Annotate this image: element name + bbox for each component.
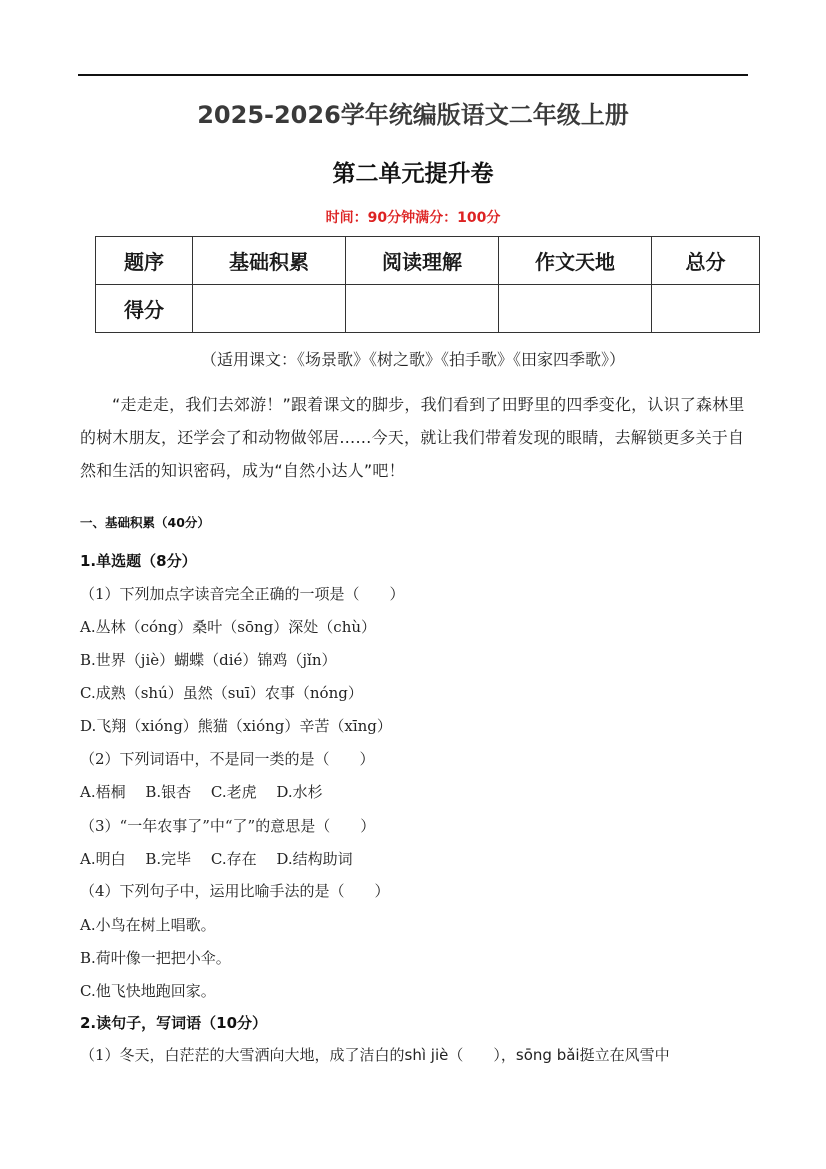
option-line: A.明白 B.完毕 C.存在 D.结构助词 <box>80 850 353 868</box>
score-cell[interactable] <box>652 285 760 333</box>
score-header-cell: 阅读理解 <box>346 237 499 285</box>
section-heading: 一、基础积累（40分） <box>80 515 210 530</box>
pinyin-text: shì jiè <box>404 1046 449 1064</box>
option-line: C.他飞快地跑回家。 <box>80 982 216 1000</box>
score-row-label: 得分 <box>96 285 193 333</box>
question-title: 1.单选题（8分） <box>80 552 197 570</box>
line-text: （1）冬天，白茫茫的大雪洒向大地，成了洁白的 <box>80 1046 405 1064</box>
line-text: 挺立在风雪中 <box>579 1046 670 1064</box>
option-line: D.飞翔（xióng）熊猫（xióng）辛苦（xīng） <box>80 717 392 735</box>
pinyin-text: sōng bǎi <box>515 1046 580 1064</box>
score-cell[interactable] <box>346 285 499 333</box>
time-info: 时间：90分钟满分：100分 <box>325 210 501 226</box>
line-text: ， <box>500 1046 516 1064</box>
question-line: （3）“一年农事了”中“了”的意思是（ ） <box>80 817 376 835</box>
answer-blank[interactable]: （ ） <box>448 1046 501 1064</box>
score-header-cell: 题序 <box>96 237 193 285</box>
page-subtitle: 第二单元提升卷 <box>332 161 494 187</box>
score-header-cell: 作文天地 <box>499 237 652 285</box>
option-line: A.梧桐 B.银杏 C.老虎 D.水杉 <box>80 783 323 801</box>
score-table-header-row <box>96 237 760 285</box>
question-line: （4）下列句子中，运用比喻手法的是（ ） <box>80 882 390 900</box>
applicable-lessons: （适用课文：《场景歌》《树之歌》《拍手歌》《田家四季歌》） <box>200 350 625 369</box>
option-line: A.小鸟在树上唱歌。 <box>80 916 216 934</box>
top-rule <box>78 74 748 76</box>
score-cell[interactable] <box>193 285 346 333</box>
score-table <box>95 236 760 333</box>
score-table-score-row <box>96 285 760 333</box>
question-title: 2.读句子，写词语（10分） <box>80 1014 268 1032</box>
intro-paragraph: “走走走，我们去郊游！”跟着课文的脚步，我们看到了田野里的四季变化，认识了森林里的树木朋友，还学会了和动物做邻居……今天，就让我们带着发现的眼睛，去解锁更多关于自然和生活的知识密码，成为“自然小达人”吧！ <box>80 395 745 480</box>
question-line: （2）下列词语中，不是同一类的是（ ） <box>80 750 375 768</box>
score-header-cell: 基础积累 <box>193 237 346 285</box>
question-line: （1）下列加点字读音完全正确的一项是（ ） <box>80 585 405 603</box>
option-line: C.成熟（shú）虽然（suī）农事（nóng） <box>80 684 363 702</box>
score-cell[interactable] <box>499 285 652 333</box>
option-line: B.世界（jiè）蝴蝶（dié）锦鸡（jǐn） <box>80 651 337 669</box>
option-line: A.丛林（cóng）桑叶（sōng）深处（chù） <box>80 618 377 636</box>
score-header-cell: 总分 <box>652 237 760 285</box>
page-title: 2025-2026学年统编版语文二年级上册 <box>197 101 629 129</box>
question-line <box>80 1044 670 1065</box>
option-line: B.荷叶像一把把小伞。 <box>80 949 231 967</box>
